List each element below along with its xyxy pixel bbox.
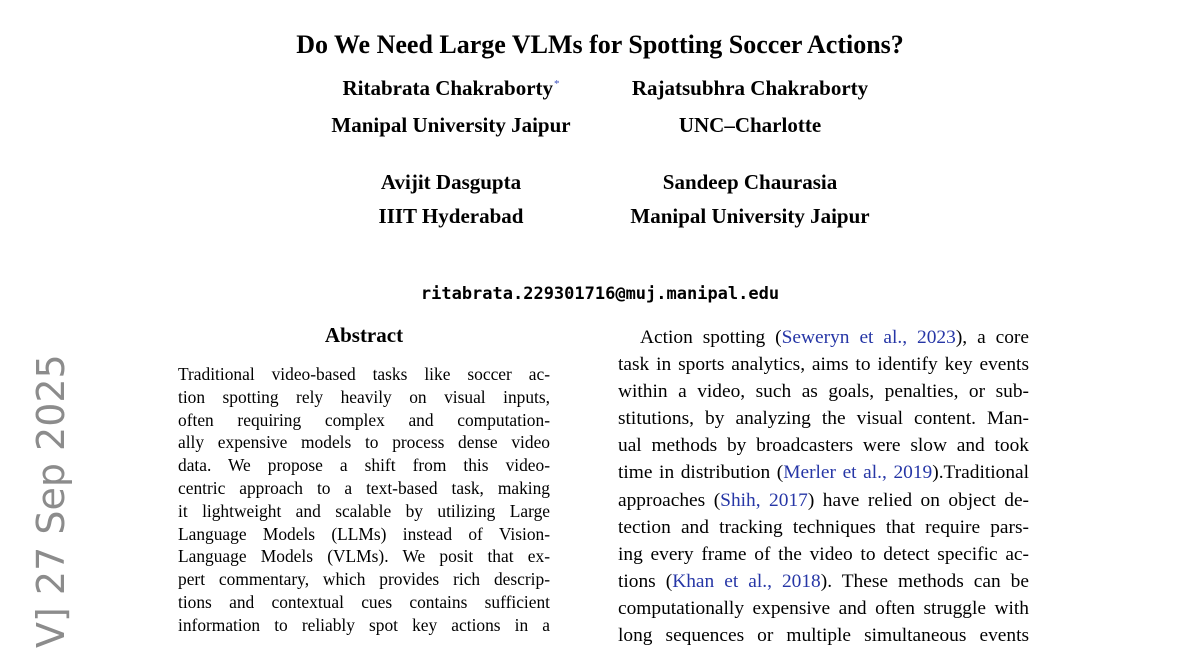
intro-line: [618, 351, 1029, 378]
abstract-line: Language Models (VLMs). We posit that ex-: [178, 546, 550, 567]
intro-text: ).Traditional: [932, 462, 1030, 484]
arxiv-side-stamp: V] 27 Sep 2025: [29, 354, 73, 648]
intro-line: [618, 432, 1029, 459]
footnote-mark[interactable]: *: [554, 78, 560, 90]
abstract-line: often requiring complex and computation-: [178, 409, 550, 430]
author-affiliation: Manipal University Jaipur: [331, 113, 571, 137]
intro-text: ) have relied on object de-: [807, 489, 1030, 511]
author-name-text: Ritabrata Chakraborty: [342, 76, 554, 100]
abstract-line: centric approach to a text-based task, making: [178, 477, 550, 498]
author-affiliation: IIIT Hyderabad: [378, 204, 524, 228]
author-name: Rajatsubhra Chakraborty: [631, 76, 869, 100]
intro-line: [618, 378, 1029, 405]
abstract-line: pert commentary, which provides rich descrip-: [178, 569, 550, 590]
abstract-heading: Abstract: [324, 323, 404, 347]
author-name: [310, 76, 592, 101]
intro-text: computationally expensive and often struggle with: [618, 597, 1029, 619]
abstract-line: tion spotting rely heavily on visual inputs,: [178, 386, 550, 407]
abstract-line: ally expensive models to process dense video: [178, 432, 550, 453]
citation-link[interactable]: Merler et al., 2019: [783, 462, 933, 484]
intro-line: [618, 405, 1029, 432]
intro-line: [618, 514, 1029, 541]
abstract-line: tions and contextual cues contains sufficient: [178, 591, 550, 612]
intro-line: [618, 459, 1029, 486]
intro-line: [618, 324, 1029, 351]
citation-link[interactable]: Shih, 2017: [720, 489, 808, 511]
intro-text: long sequences or multiple simultaneous events: [618, 625, 1029, 647]
intro-line: [618, 487, 1029, 514]
abstract-line: Language Models (LLMs) instead of Vision-: [178, 523, 550, 544]
intro-text: Action spotting (: [640, 327, 782, 348]
intro-text: stitutions, by analyzing the visual content. Man-: [618, 408, 1029, 430]
intro-text: ing every frame of the video to detect specific ac-: [618, 543, 1029, 565]
abstract-line: it lightweight and scalable by utilizing Large: [178, 500, 550, 521]
author-name: Avijit Dasgupta: [380, 170, 522, 194]
intro-line: [618, 568, 1029, 595]
intro-line: [618, 595, 1029, 622]
intro-line: [618, 541, 1029, 568]
author-affiliation: UNC–Charlotte: [678, 113, 822, 137]
intro-text: ual methods by broadcasters were slow and took: [618, 435, 1029, 457]
intro-text: tions (: [618, 570, 673, 592]
intro-text: time in distribution (: [618, 462, 784, 484]
author-name: Sandeep Chaurasia: [662, 170, 838, 194]
abstract-body: [178, 363, 550, 637]
intro-text: task in sports analytics, aims to identify key events: [618, 354, 1029, 376]
intro-text: approaches (: [618, 489, 721, 511]
author-affiliation: Manipal University Jaipur: [630, 204, 870, 228]
citation-link[interactable]: Khan et al., 2018: [672, 570, 821, 592]
intro-line: [618, 622, 1029, 649]
intro-text: tection and tracking techniques that require pars-: [618, 516, 1029, 538]
introduction-body: [618, 324, 1029, 649]
abstract-line: data. We propose a shift from this video-: [178, 455, 550, 476]
intro-text: ), a core: [955, 327, 1029, 348]
intro-text: within a video, such as goals, penalties, or sub-: [618, 381, 1029, 403]
citation-link[interactable]: Seweryn et al., 2023: [781, 327, 956, 348]
intro-text: ). These methods can be: [820, 570, 1029, 592]
abstract-line: information to reliably spot key actions in a: [178, 614, 550, 635]
abstract-line: Traditional video-based tasks like soccer ac-: [178, 364, 550, 384]
contact-email[interactable]: ritabrata.229301716@muj.manipal.edu: [420, 284, 780, 304]
paper-title: Do We Need Large VLMs for Spotting Soccer Actions?: [296, 30, 904, 59]
